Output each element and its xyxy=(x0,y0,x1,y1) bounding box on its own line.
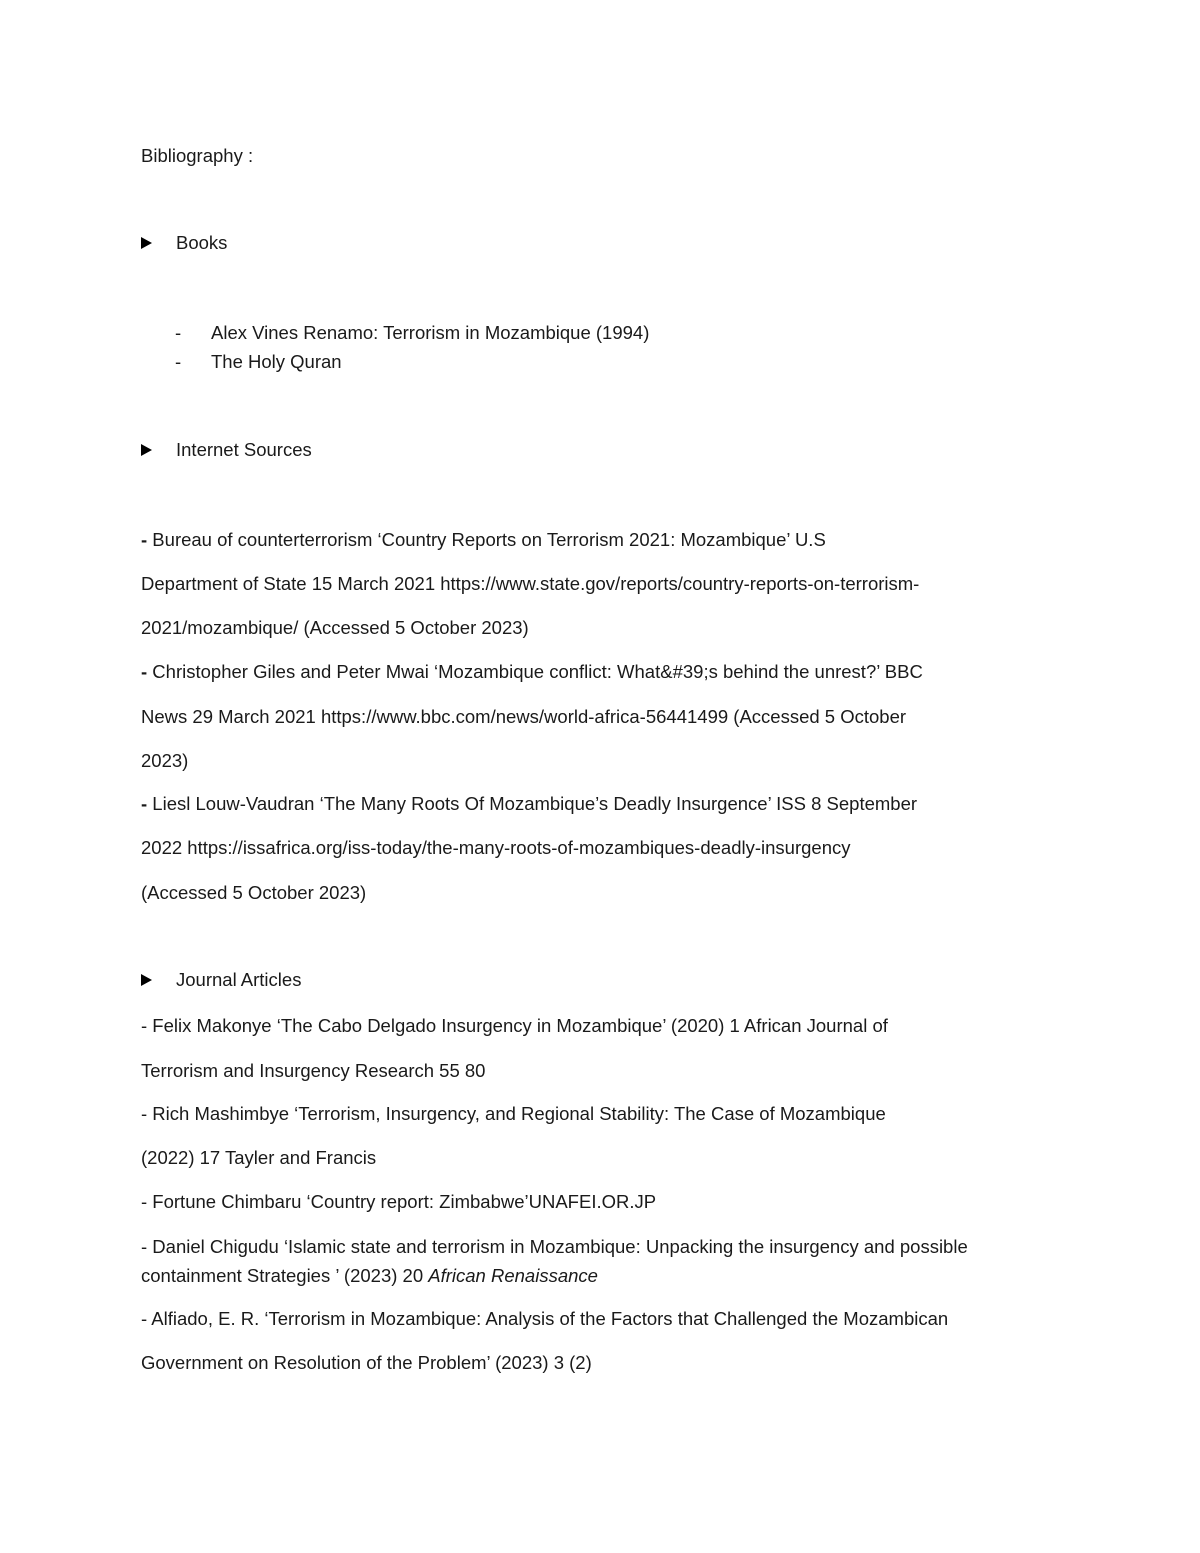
book-item-text: The Holy Quran xyxy=(211,351,342,372)
entry-text: Liesl Louw-Vaudran ‘The Many Roots Of Mozambique’s Deadly Insurgence’ ISS 8 September xyxy=(147,793,918,814)
journal-line: - Alfiado, E. R. ‘Terrorism in Mozambique: Analysis of the Factors that Challenged the Mozambican xyxy=(141,1308,949,1329)
journal-line: - Rich Mashimbye ‘Terrorism, Insurgency, and Regional Stability: The Case of Mozambique xyxy=(141,1103,886,1124)
entry-text: Christopher Giles and Peter Mwai ‘Mozambique conflict: What&#39;s behind the unrest?’ BBC xyxy=(147,661,923,682)
list-dash: - xyxy=(175,322,182,343)
entry-dash: - xyxy=(141,529,148,550)
internet-source-line: 2021/mozambique/ (Accessed 5 October 2023) xyxy=(141,617,529,638)
internet-source-line xyxy=(141,529,826,551)
entry-dash: - xyxy=(141,793,148,814)
triangle-bullet-icon xyxy=(141,237,152,249)
entry-dash: - xyxy=(141,661,148,682)
triangle-bullet-icon xyxy=(141,444,152,456)
journal-line: - Daniel Chigudu ‘Islamic state and terrorism in Mozambique: Unpacking the insurgency and possible xyxy=(141,1236,968,1257)
internet-source-line xyxy=(141,793,917,815)
internet-source-line: 2022 https://issafrica.org/iss-today/the-many-roots-of-mozambiques-deadly-insurgency xyxy=(141,837,851,858)
internet-source-line: 2023) xyxy=(141,750,189,771)
journal-line: Terrorism and Insurgency Research 55 80 xyxy=(141,1060,486,1081)
bibliography-title: Bibliography : xyxy=(141,145,254,166)
journal-line: (2022) 17 Tayler and Francis xyxy=(141,1147,377,1168)
journal-line: - Felix Makonye ‘The Cabo Delgado Insurgency in Mozambique’ (2020) 1 African Journal of xyxy=(141,1015,888,1036)
internet-source-line: News 29 March 2021 https://www.bbc.com/news/world-africa-56441499 (Accessed 5 October xyxy=(141,706,907,727)
journal-line: - Fortune Chimbaru ‘Country report: Zimbabwe’UNAFEI.OR.JP xyxy=(141,1191,657,1212)
journal-line xyxy=(141,1265,598,1287)
journal-articles-heading-label: Journal Articles xyxy=(176,969,302,990)
books-heading-label: Books xyxy=(176,232,228,253)
triangle-bullet-icon xyxy=(141,974,152,986)
book-item-text: Alex Vines Renamo: Terrorism in Mozambique (1994) xyxy=(211,322,650,343)
entry-text: Bureau of counterterrorism ‘Country Reports on Terrorism 2021: Mozambique’ U.S xyxy=(147,529,826,550)
internet-sources-heading-label: Internet Sources xyxy=(176,439,312,460)
internet-source-line: Department of State 15 March 2021 https://www.state.gov/reports/country-reports-on-terrorism- xyxy=(141,573,920,594)
list-dash: - xyxy=(175,351,182,372)
internet-source-line: (Accessed 5 October 2023) xyxy=(141,882,367,903)
journal-title-italic: African Renaissance xyxy=(428,1265,598,1286)
internet-source-line xyxy=(141,661,923,683)
journal-line-text: containment Strategies ’ (2023) 20 xyxy=(141,1265,429,1286)
journal-line: Government on Resolution of the Problem’ (2023) 3 (2) xyxy=(141,1352,592,1373)
